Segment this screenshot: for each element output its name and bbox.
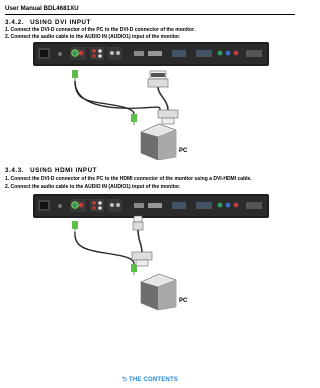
step-2-hdmi: 2. Connect the audio cable to the AUDIO IN (AUDIO1) input of the monitor.	[5, 184, 181, 190]
section-title-hdmi	[5, 167, 97, 174]
section-number: 3.4.2.	[5, 19, 25, 26]
pc-label: PC	[179, 148, 188, 154]
hdmi-connection-diagram	[0, 190, 300, 320]
return-to-contents-label: THE CONTENTS	[128, 377, 179, 383]
section-heading: USING HDMI INPUT	[30, 167, 98, 174]
pc-tower-icon	[141, 124, 176, 160]
pc-label: PC	[179, 298, 188, 304]
document-header: User Manual BDL4681XU	[5, 5, 295, 15]
pc-tower-icon	[141, 274, 176, 310]
return-arrow-icon: ⮌	[121, 377, 127, 383]
monitor-rear-panel	[33, 194, 269, 218]
dvi-plug-pc	[132, 252, 152, 266]
return-to-contents-link[interactable]	[0, 375, 300, 385]
section-title-dvi	[5, 19, 91, 26]
dvi-cable	[148, 71, 168, 110]
step-1-hdmi: 1. Connect the DVI-D connector of the PC to the HDMI connector of the monitor using a DVI-HDMI cable.	[5, 176, 252, 182]
dvi-plug-pc	[158, 110, 178, 124]
monitor-rear-panel	[33, 42, 269, 66]
step-1-dvi: 1. Connect the DVI-D connector of the PC to the DVI-D connector of the monitor.	[5, 27, 196, 33]
dvi-connection-diagram	[0, 40, 300, 160]
section-number: 3.4.3.	[5, 167, 25, 174]
step-2-dvi: 2. Connect the audio cable to the AUDIO IN (AUDIO1) input of the monitor.	[5, 34, 181, 40]
hdmi-cable	[133, 216, 143, 252]
section-heading: USING DVI INPUT	[30, 19, 92, 26]
